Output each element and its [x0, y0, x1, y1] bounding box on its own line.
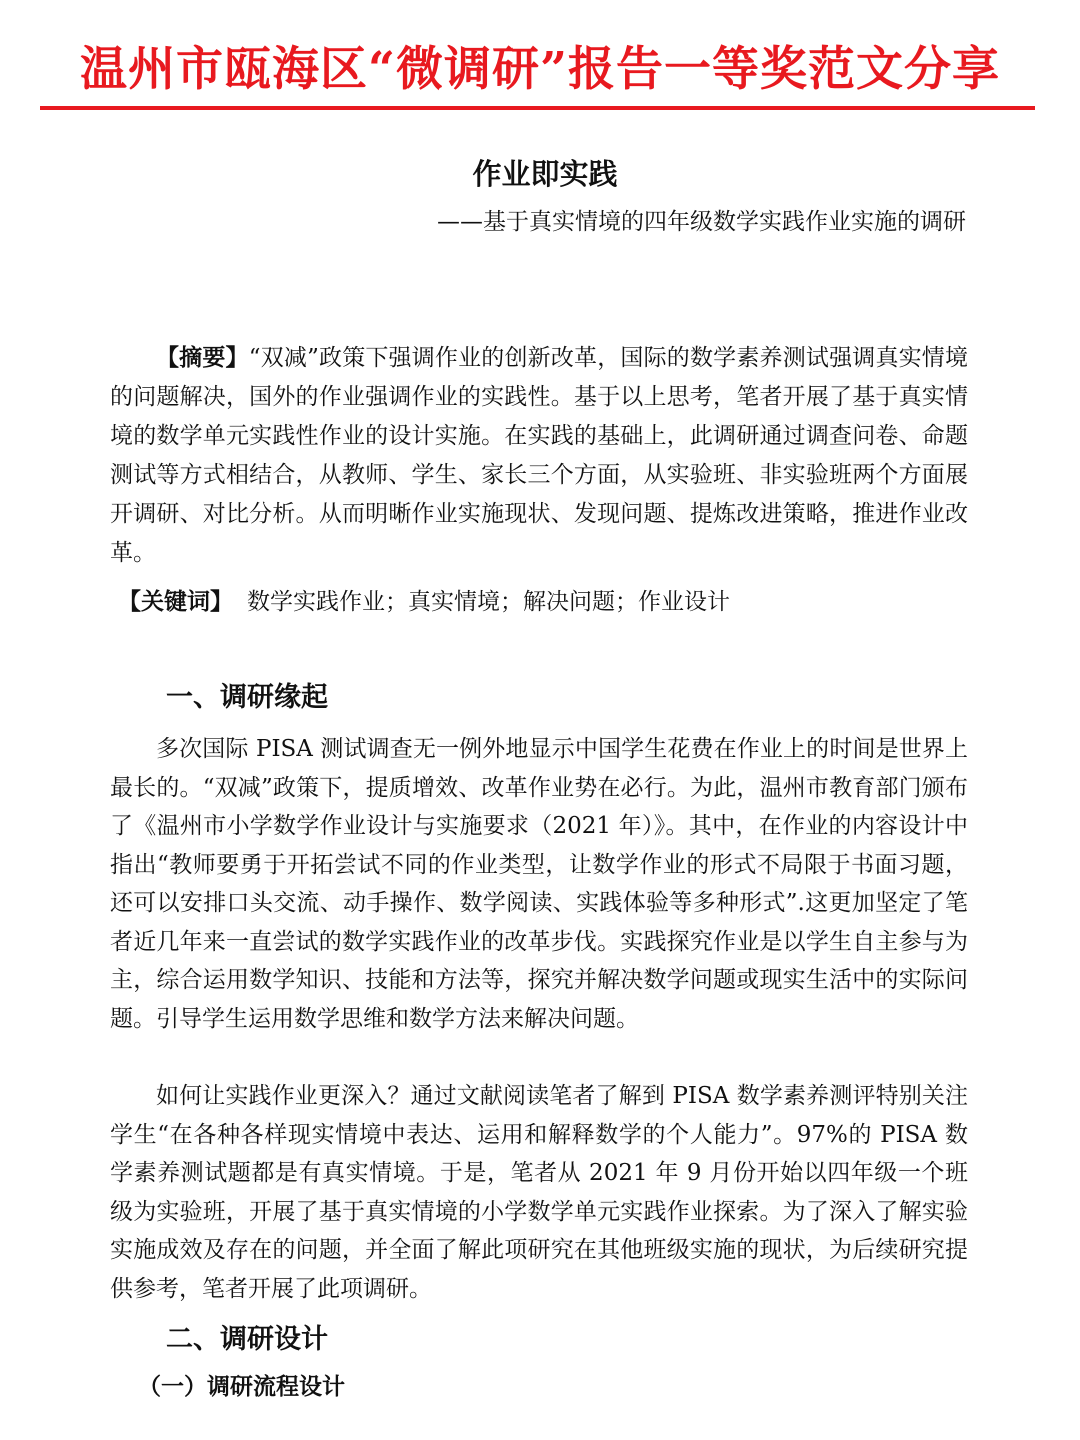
keywords-label: 【关键词】 — [118, 589, 233, 615]
keywords-line — [118, 583, 968, 622]
document-title: 作业即实践 — [472, 157, 618, 191]
abstract-label: 【摘要】 — [156, 345, 249, 371]
banner-title: 温州市瓯海区“微调研”报告一等奖范文分享 — [79, 42, 1001, 97]
banner-divider — [40, 106, 1035, 110]
section-heading-origin: 一、调研缘起 — [166, 682, 328, 713]
body-paragraph: 多次国际 PISA 测试调查无一例外地显示中国学生花费在作业上的时间是世界上最长的。“双减”政策下，提质增效、改革作业势在必行。为此，温州市教育部门颁布了《温州市小学数学作业设计与实施要求（2021 年）》。其中，在作业的内容设计中指出“教师要勇于开拓尝试不同的作业类型，让数学作业的形式不局限于书面习题，还可以安排口头交流、动手操作、数学阅读、实践体验等多种形式”.这更加坚定了笔者近几年来一直尝试的数学实践作业的改革步伐。实践探究作业是以学生自主参与为主，综合运用数学知识、技能和方法等，探究并解决数学问题或现实生活中的实际问题。引导学生运用数学思维和数学方法来解决问题。 — [110, 736, 968, 1032]
abstract-paragraph — [110, 339, 968, 573]
document-subtitle: ——基于真实情境的四年级数学实践作业实施的调研 — [437, 209, 966, 235]
section-heading-design: 二、调研设计 — [166, 1324, 328, 1355]
body-paragraph: 如何让实践作业更深入？通过文献阅读笔者了解到 PISA 数学素养测评特别关注学生“在各种各样现实情境中表达、运用和解释数学的个人能力”。97%的 PISA 数学素养测试题都是有真实情境。于是，笔者从 2021 年 9 月份开始以四年级一个班级为实验班，开展了基于真实情境的小学数学单元实践作业探索。为了深入了解实验实施成效及存在的问题，并全面了解此项研究在其他班级实施的现状，为后续研究提供参考，笔者开展了此项调研。 — [110, 1083, 968, 1302]
subsection-heading-process: （一）调研流程设计 — [138, 1374, 345, 1400]
abstract-text: “双减”政策下强调作业的创新改革，国际的数学素养测试强调真实情境的问题解决，国外的作业强调作业的实践性。基于以上思考，笔者开展了基于真实情境的数学单元实践性作业的设计实施。在实践的基础上，此调研通过调查问卷、命题测试等方式相结合，从教师、学生、家长三个方面，从实验班、非实验班两个方面展开调研、对比分析。从而明晰作业实施现状、发现问题、提炼改进策略，推进作业改革。 — [110, 345, 968, 566]
keywords-text: 数学实践作业；真实情境；解决问题；作业设计 — [247, 589, 730, 615]
